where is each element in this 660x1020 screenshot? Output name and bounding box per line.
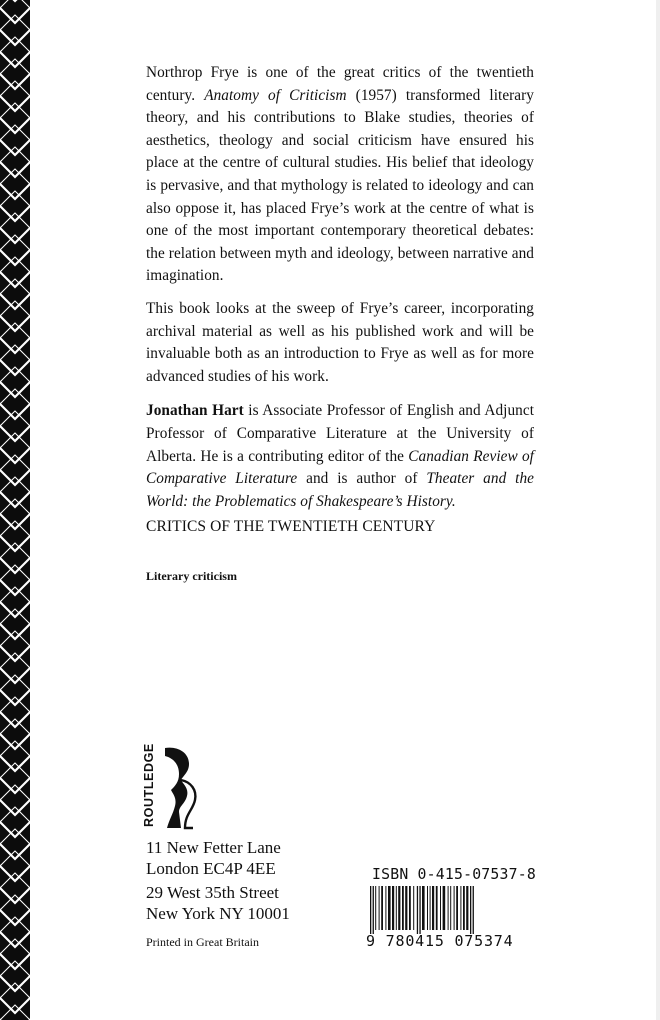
blurb	[146, 62, 534, 525]
address-london: 11 New Fetter Lane London EC4P 4EE	[146, 838, 281, 878]
subject-category: Literary criticism	[146, 569, 237, 583]
series-title: CRITICS OF THE TWENTIETH CENTURY	[146, 518, 436, 535]
barcode	[366, 886, 532, 934]
author-name: Jonathan Hart	[146, 402, 244, 420]
blurb-paragraph-2: This book looks at the sweep of Frye’s career, incorporating archival material as well as his published work and will be invaluable both as an introduction to Frye as well as for more advanced studies of his work.	[146, 299, 534, 385]
isbn-label: ISBN 0-415-07537-8	[372, 866, 536, 883]
book-title: Anatomy of Criticism	[204, 86, 347, 104]
address-new-york: 29 West 35th Street New York NY 10001	[146, 883, 290, 923]
barcode-digits: 9 780415 075374	[366, 932, 514, 950]
blurb-paragraph-1: Northrop Frye is one of the great critics of the twentieth century. Anatomy of Criticism (1957) transformed literary theory, and his contributions to Blake studies, theories of aesthetics, theology and social criticism have ensured his place at the centre of cultural studies. His belief that ideology is pervasive, and that mythology is related to ideology and can also oppose it, has placed Frye’s work at the centre of what is one of the most important contemporary theoretical debates: the relation between myth and ideology, between narrative and imagination.	[146, 64, 534, 285]
spine-pattern	[0, 0, 30, 1020]
printed-in: Printed in Great Britain	[146, 935, 259, 949]
publisher-name: ROUTLEDGE	[142, 743, 156, 827]
author-book-title: Theater and the World: the Problematics of Shakespeare’s History.	[146, 470, 534, 510]
zigzag-pattern	[0, 0, 30, 1020]
journal-title: Canadian Review of Comparative Literature	[146, 447, 534, 488]
page-edge	[656, 0, 660, 1020]
author-bio: Jonathan Hart is Associate Professor of English and Adjunct Professor of Comparative Literature at the University of Alberta. He is a contributing editor of the Canadian Review of Comparative Literature and is author of Theater and the World: the Problematics of Shakespeare’s History.	[146, 402, 534, 510]
